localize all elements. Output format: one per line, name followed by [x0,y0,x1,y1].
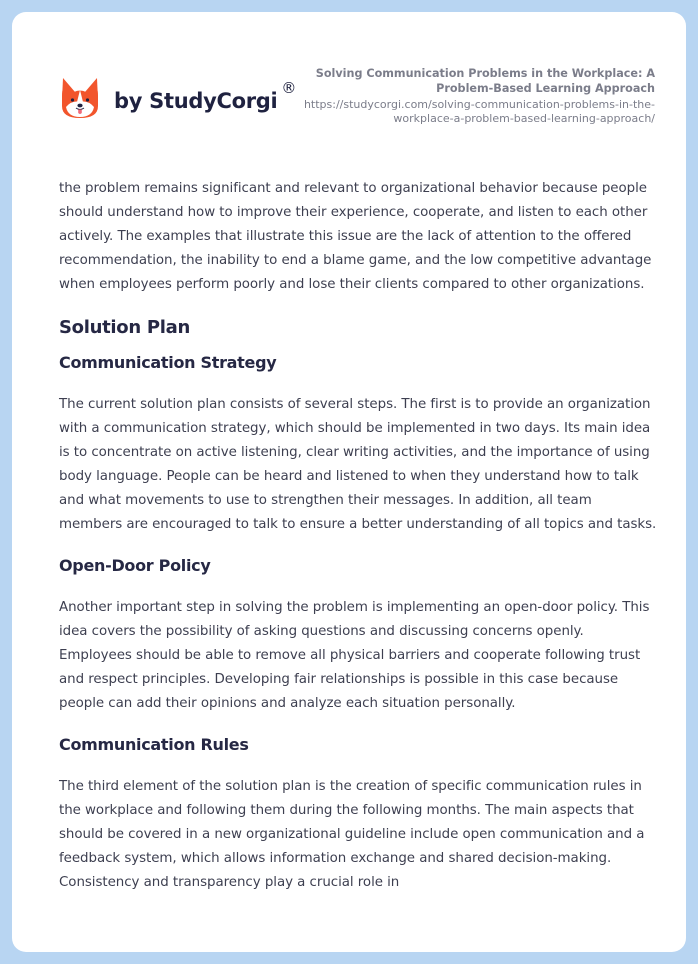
paragraph-open-door-policy: Another important step in solving the problem is implementing an open-door policy. This idea covers the possibility of asking questions and discussing concerns openly. Employees should be able to remove all physical barriers and cooperate following trust and respect principles. Developing fair relationships is possible in this case because people can add their opinions and analyze each situation personally. [59,600,650,711]
corgi-icon [60,76,100,120]
registered-mark: ® [281,79,297,97]
section-heading-solution-plan: Solution Plan [59,317,190,338]
intro-paragraph: the problem remains significant and relevant to organizational behavior because people should understand how to improve their experience, cooperate, and listen to each other actively. The examples that illustrate this issue are the lack of attention to the offered recommendation, the inability to end a blame game, and the low competitive advantage when employees perform poorly and lose their clients compared to other organizations. [59,181,652,292]
subsection-heading-open-door-policy: Open-Door Policy [59,556,211,575]
subsection-heading-communication-strategy: Communication Strategy [59,353,277,372]
article-content [59,177,659,895]
document-page [12,12,686,952]
document-url[interactable]: https://studycorgi.com/solving-communication-problems-in-the-workplace-a-problem-based-learning-approach/ [303,98,655,125]
page-header [12,12,686,152]
paragraph-communication-rules: The third element of the solution plan is the creation of specific communication rules in the workplace and following them during the following months. The main aspects that should be covered in a new organizational guideline include open communication and a feedback system, which allows information exchange and shared decision-making. Consistency and transparency play a crucial role in [59,779,645,890]
paragraph-communication-strategy: The current solution plan consists of several steps. The first is to provide an organization with a communication strategy, which should be implemented in two days. Its main idea is to concentrate on active listening, clear writing activities, and the importance of using body language. People can be heard and listened to when they understand how to talk and what movements to use to strengthen their messages. In addition, all team members are encouraged to talk to ensure a better understanding of all topics and tasks. [59,397,657,532]
document-title: Solving Communication Problems in the Workplace: A Problem-Based Learning Approach [315,67,655,95]
subsection-heading-communication-rules: Communication Rules [59,735,249,754]
brand-name: by StudyCorgi [114,89,278,113]
studycorgi-logo[interactable] [60,76,296,120]
document-meta [295,66,655,126]
